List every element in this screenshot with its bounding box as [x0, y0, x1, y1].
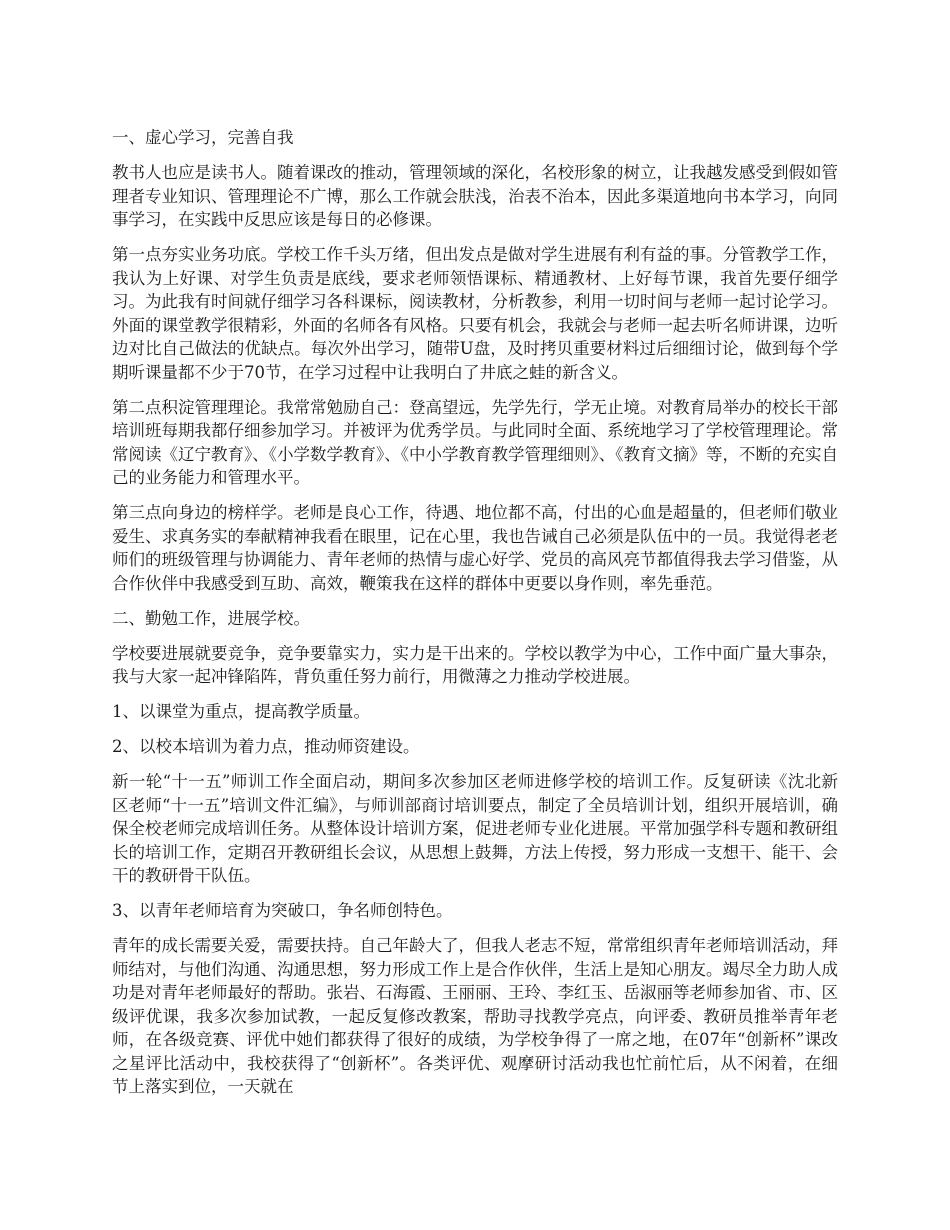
paragraph-intro: 教书人也应是读书人。随着课改的推动，管理领域的深化，名校形象的树立，让我越发感受到假如管理者专业知识、管理理论不广博，那么工作就会肤浅，治表不治本，因此多渠道地向书本学习，向同事学习，在实践中反思应该是每日的必修课。 — [112, 163, 838, 229]
document-body — [112, 126, 838, 1110]
paragraph-young-teachers: 青年的成长需要关爱，需要扶持。自己年龄大了，但我人老志不短，常常组织青年老师培训活动，拜师结对，与他们沟通、沟通思想，努力形成工作上是合作伙伴，生活上是知心朋友。竭尽全力助人成功是对青年老师最好的帮助。张岩、石海霞、王丽丽、王玲、李红玉、岳淑丽等老师参加省、市、区级评优课，我多次参加试教，一起反复修改教案，帮助寻找教学亮点，向评委、教研员推举青年老师，在各级竞赛、评优中她们都获得了很好的成绩，为学校争得了一席之地，在07年“创新杯”课改之星评比活动中，我校获得了“创新杯”。各类评优、观摩研讨活动我也忙前忙后，从不闲着，在细节上落实到位，一天就在 — [112, 936, 838, 1096]
list-item-1: 1、以课堂为重点，提高教学质量。 — [112, 702, 370, 721]
section-heading-2: 二、勤勉工作，进展学校。 — [112, 608, 310, 628]
list-item-2: 2、以校本培训为着力点，推动师资建设。 — [112, 737, 420, 756]
paragraph-point-3: 第三点向身边的榜样学。老师是良心工作，待遇、地位都不高，付出的心血是超量的，但老师们敬业爱生、求真务实的奉献精神我看在眼里，记在心里，我也告诫自己必须是队伍中的一员。我觉得老老师们的班级管理与协调能力、青年老师的热情与虚心好学、党员的高风亮节都值得我去学习借鉴，从合作伙伴中我感受到互助、高效，鞭策我在这样的群体中更要以身作则，率先垂范。 — [112, 503, 838, 593]
section-heading-1: 一、虚心学习，完善自我 — [112, 128, 294, 147]
paragraph-training: 新一轮“十一五”师训工作全面启动，期间多次参加区老师进修学校的培训工作。反复研读《沈北新区老师“十一五”培训文件汇编》，与师训部商讨培训要点，制定了全员培训计划，组织开展培训，确保全校老师完成培训任务。从整体设计培训方案，促进老师专业化进展。平常加强学科专题和教研组长的培训工作，定期召开教研组长会议，从思想上鼓舞，方法上传授，努力形成一支想干、能干、会干的教研骨干队伍。 — [112, 772, 838, 885]
paragraph-point-2: 第二点积淀管理理论。我常常勉励自己：登高望远，先学先行，学无止境。对教育局举办的校长干部培训班每期我都仔细参加学习。并被评为优秀学员。与此同时全面、系统地学习了学校管理理论。常常阅读《辽宁教育》、《小学数学教育》、《中小学教育教学管理细则》、《教育文摘》等，不断的充实自己的业务能力和管理水平。 — [112, 397, 838, 487]
paragraph-section-2-intro: 学校要进展就要竞争，竞争要靠实力，实力是干出来的。学校以教学为中心，工作中面广量大事杂，我与大家一起冲锋陷阵，背负重任努力前行，用微薄之力推动学校进展。 — [112, 643, 838, 686]
list-item-3: 3、以青年老师培育为突破口，争名师创特色。 — [112, 901, 453, 920]
paragraph-point-1: 第一点夯实业务功底。学校工作千头万绪，但出发点是做对学生进展有利有益的事。分管教学工作，我认为上好课、对学生负责是底线，要求老师领悟课标、精通教材、上好每节课，我首先要仔细学习。为此我有时间就仔细学习各科课标，阅读教材，分析教参，利用一切时间与老师一起讨论学习。外面的课堂教学很精彩，外面的名师各有风格。只要有机会，我就会与老师一起去听名师讲课，边听边对比自己做法的优缺点。每次外出学习，随带U盘，及时拷贝重要材料过后细细讨论，做到每个学期听课量都不少于70节，在学习过程中让我明白了井底之蛙的新含义。 — [112, 245, 838, 382]
